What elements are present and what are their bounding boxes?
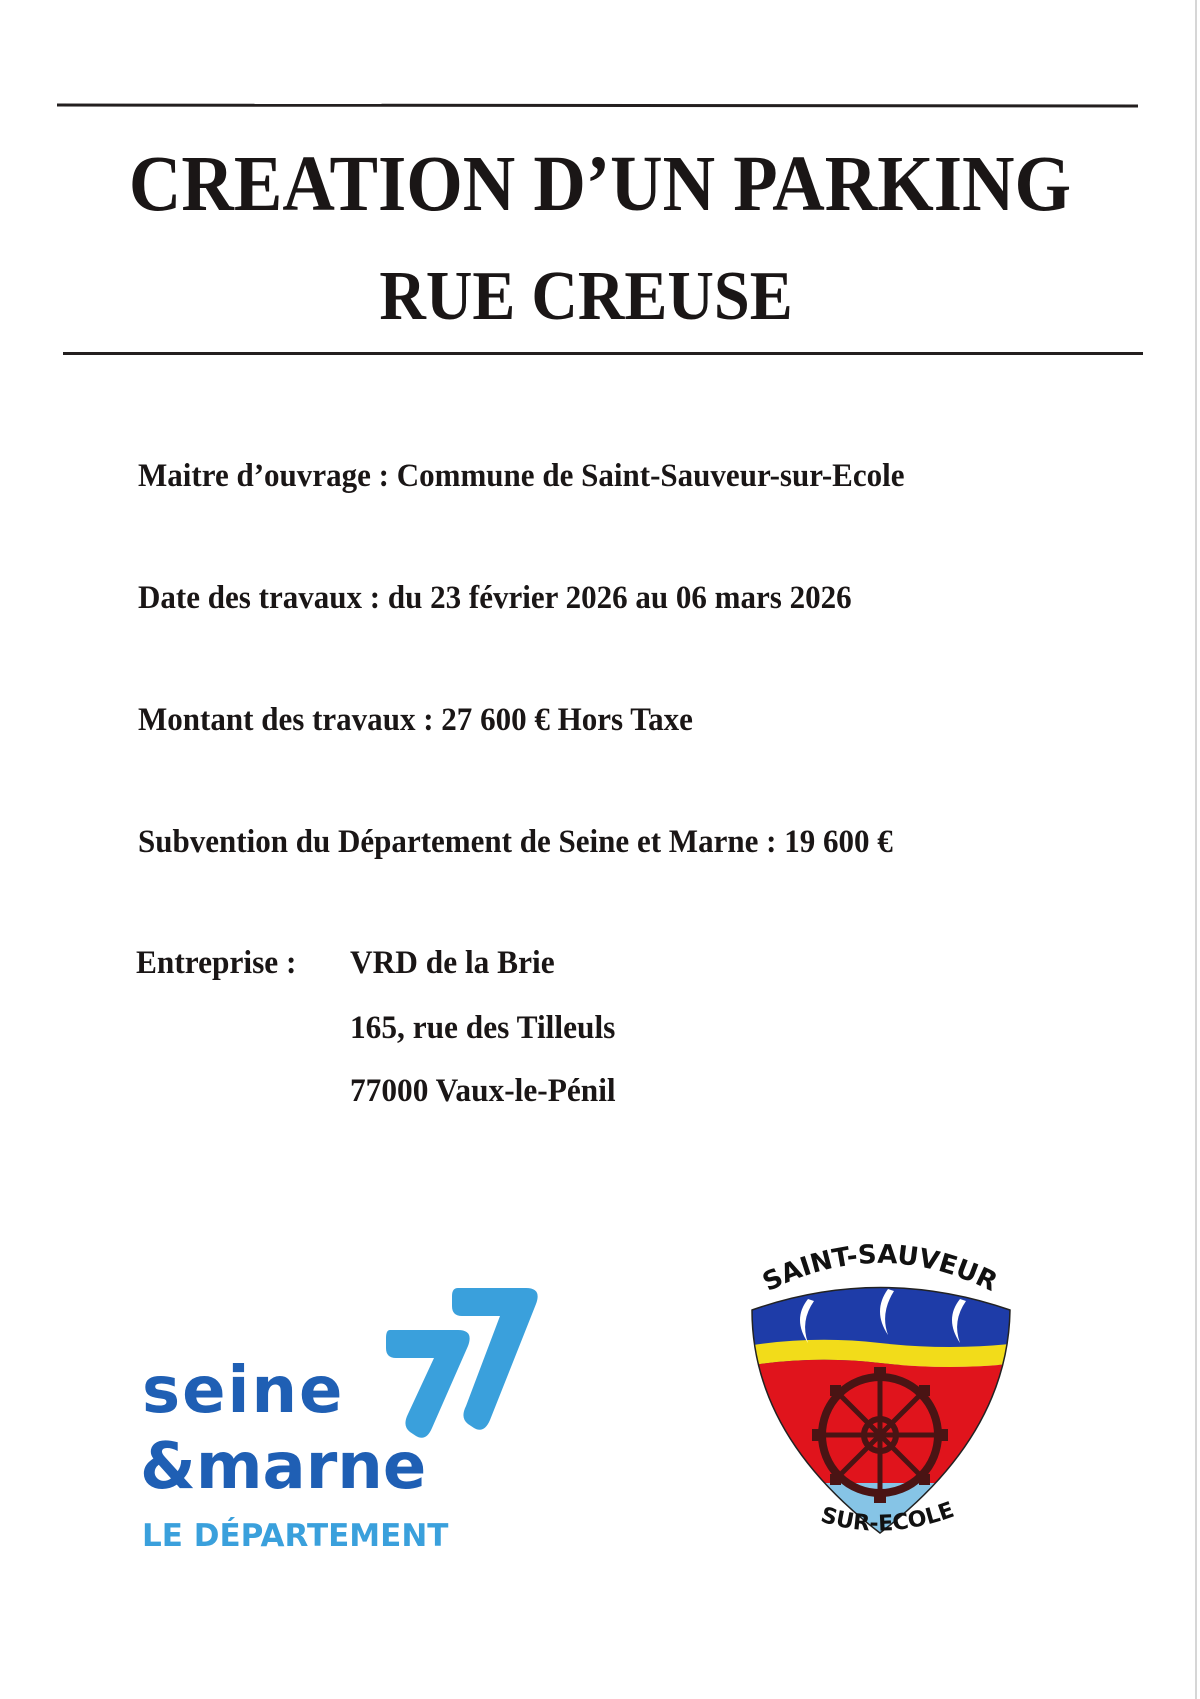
logo-seine-text: seine xyxy=(142,1354,345,1428)
title-rule-bottom xyxy=(63,352,1143,355)
entreprise-label: Entreprise : xyxy=(136,945,297,981)
maitre-ouvrage-text: Maitre d’ouvrage : Commune de Saint-Sauveur-sur-Ecole xyxy=(138,458,905,494)
entreprise-street: 165, rue des Tilleuls xyxy=(350,1010,616,1046)
mill-wheel-icon xyxy=(812,1367,948,1503)
scan-edge xyxy=(1195,0,1197,1699)
dates-text: Date des travaux : du 23 février 2026 au 06 mars 2026 xyxy=(138,580,852,616)
logo-departement-text: LE DÉPARTEMENT xyxy=(142,1518,449,1554)
page-title: CREATION D’UN PARKING xyxy=(128,141,1072,228)
entreprise-city: 77000 Vaux-le-Pénil xyxy=(350,1073,616,1109)
montant-text: Montant des travaux : 27 600 € Hors Taxe xyxy=(138,702,693,738)
crest-top-text: SAINT-SAUVEUR xyxy=(758,1239,1002,1298)
seine-et-marne-logo xyxy=(140,1270,560,1570)
title-rule-top xyxy=(57,104,1138,108)
entreprise-name: VRD de la Brie xyxy=(350,945,555,981)
saint-sauveur-crest xyxy=(740,1235,1020,1555)
crest-bottom-text: SUR-ECOLE xyxy=(817,1497,958,1537)
seventy-seven-icon xyxy=(386,1288,538,1438)
logo-marne-text: &marne xyxy=(140,1430,427,1504)
subvention-text: Subvention du Département de Seine et Marne : 19 600 € xyxy=(138,824,893,860)
page-subtitle: RUE CREUSE xyxy=(379,258,793,335)
